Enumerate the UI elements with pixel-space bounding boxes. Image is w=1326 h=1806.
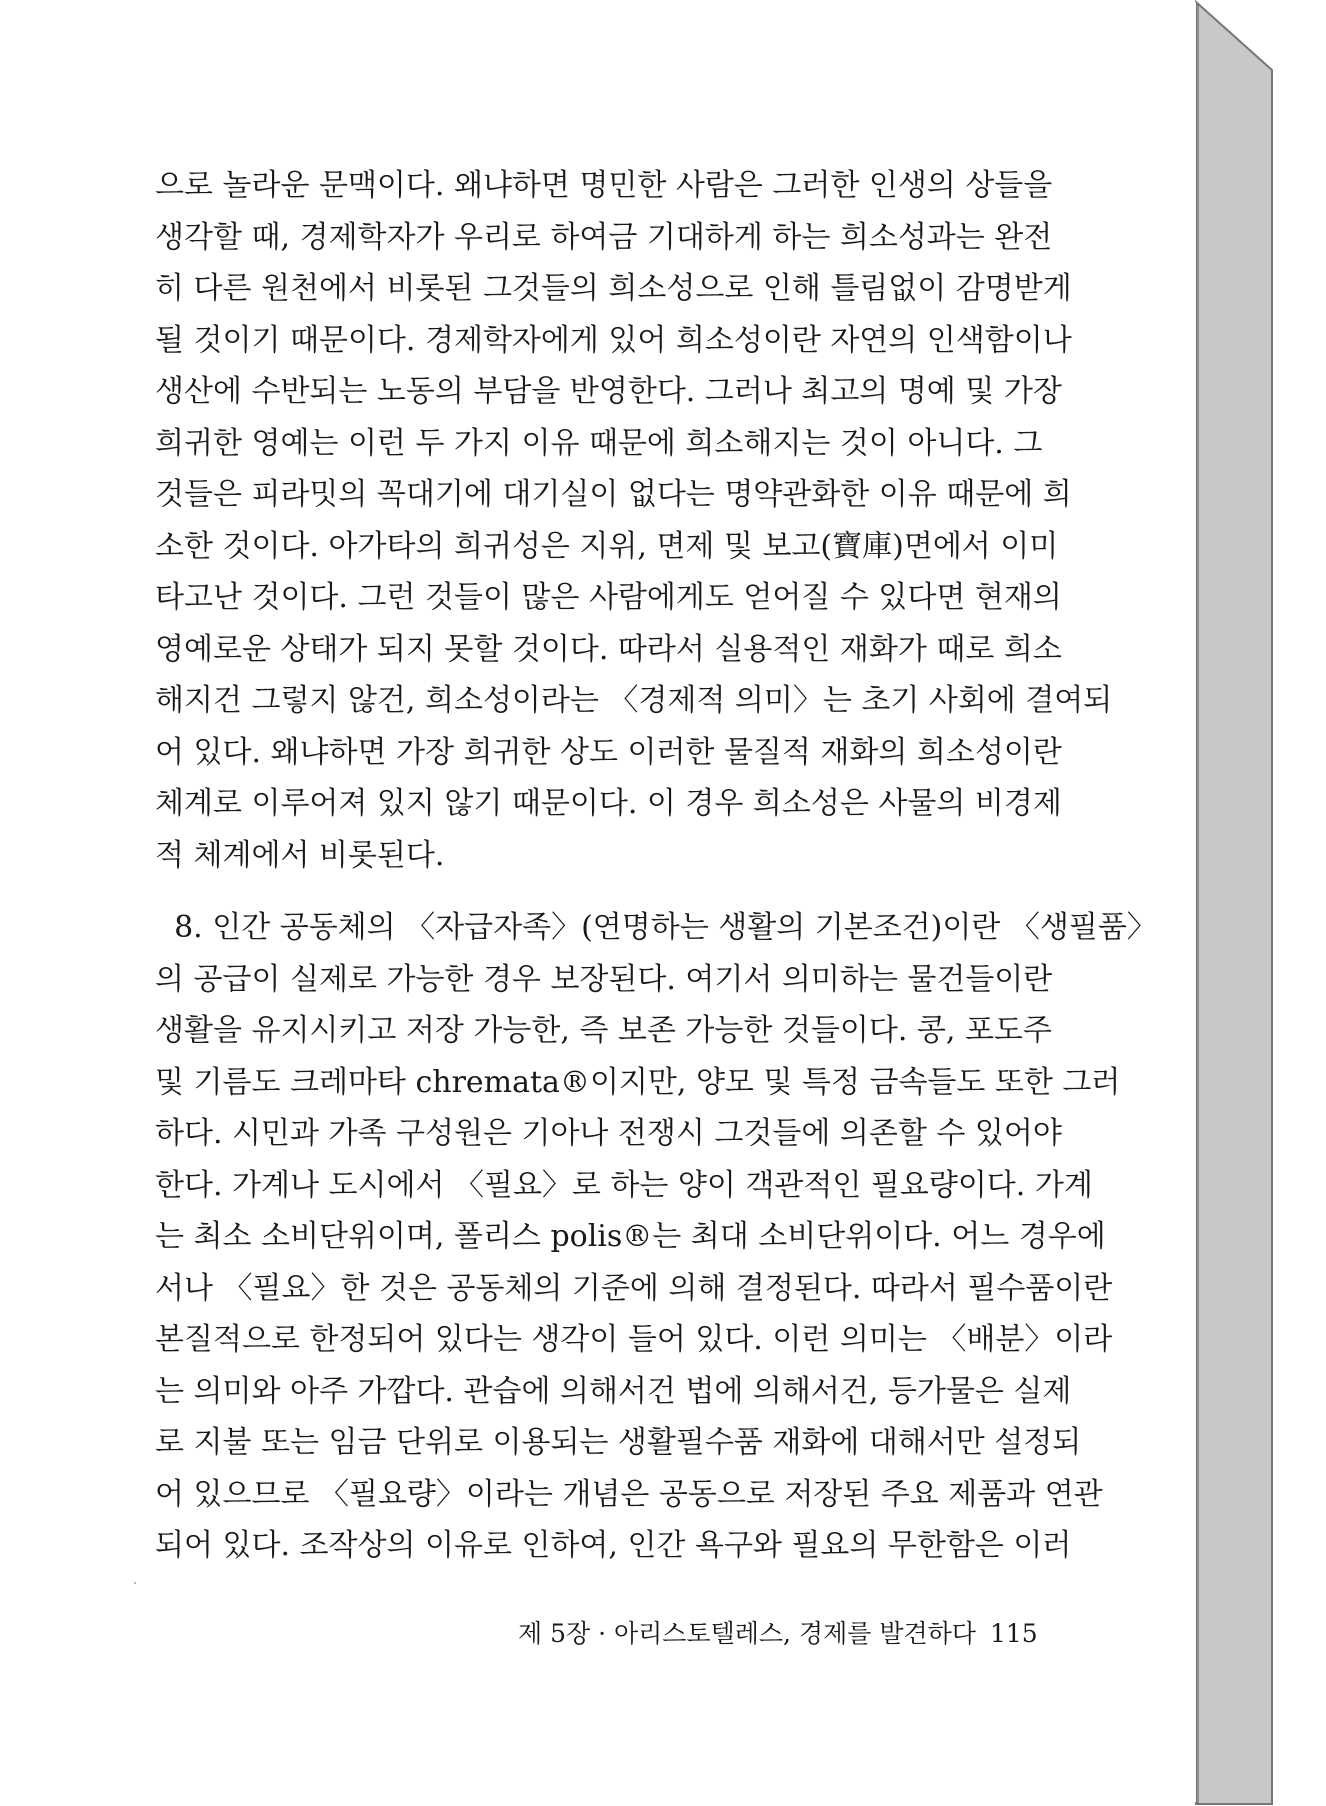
running-head: 제 5장 · 아리스토텔레스, 경제를 발견하다: [518, 1619, 976, 1648]
paragraph-line: 으로 놀라운 문맥이다. 왜냐하면 명민한 사람은 그러한 인생의 상들을: [155, 168, 1053, 203]
paragraph-line: 타고난 것이다. 그런 것들이 많은 사람에게도 얻어질 수 있다면 현재의: [155, 580, 1062, 615]
paragraph-line: 적 체계에서 비롯된다.: [155, 837, 445, 873]
paragraph-line: 본질적으로 한정되어 있다는 생각이 들어 있다. 이런 의미는 〈배분〉이라: [155, 1322, 1113, 1357]
paragraph-line: 생산에 수반되는 노동의 부담을 반영한다. 그러나 최고의 명예 및 가장: [155, 374, 1062, 409]
paragraph-line: 는 최소 소비단위이며, 폴리스 polis®는 최대 소비단위이다. 어느 경우에: [155, 1219, 1106, 1254]
page-number: 115: [989, 1619, 1038, 1648]
paragraph-line: 생각할 때, 경제학자가 우리로 하여금 기대하게 하는 희소성과는 완전: [155, 219, 1053, 255]
paragraph-line: 하다. 시민과 가족 구성원은 기아나 전쟁시 그것들에 의존할 수 있어야: [155, 1116, 1062, 1151]
paragraph-line: 생활을 유지시키고 저장 가능한, 즉 보존 가능한 것들이다. 콩, 포도주: [155, 1013, 1052, 1048]
paragraph-line: 되어 있다. 조작상의 이유로 인하여, 인간 욕구와 필요의 무한함은 이러: [155, 1528, 1072, 1563]
paragraph-2: [155, 902, 1157, 1572]
scan-speck: [134, 1582, 136, 1584]
paragraph-line: 8. 인간 공동체의 〈자급자족〉(연명하는 생활의 기본조건)이란 〈생필품〉: [155, 910, 1157, 945]
paragraph-line: 것들은 피라밋의 꼭대기에 대기실이 없다는 명약관화한 이유 때문에 희: [155, 477, 1072, 512]
paragraph-line: 체계로 이루어져 있지 않기 때문이다. 이 경우 희소성은 사물의 비경제: [155, 786, 1062, 821]
paragraph-line: 소한 것이다. 아가타의 희귀성은 지위, 면제 및 보고(寶庫)면에서 이미: [155, 528, 1059, 564]
page-footer: [518, 1614, 1038, 1650]
paragraph-line: 해지건 그렇지 않건, 희소성이라는 〈경제적 의미〉는 초기 사회에 결여되: [155, 683, 1113, 718]
paragraph-1: [155, 160, 1113, 881]
paragraph-line: 서나 〈필요〉한 것은 공동체의 기준에 의해 결정된다. 따라서 필수품이란: [155, 1270, 1113, 1306]
paragraph-line: 및 기름도 크레마타 chremata®이지만, 양모 및 특정 금속들도 또한 그러: [155, 1064, 1121, 1100]
paragraph-line: 로 지불 또는 임금 단위로 이용되는 생활필수품 재화에 대해서만 설정되: [155, 1425, 1082, 1460]
paragraph-line: 한다. 가계나 도시에서 〈필요〉로 하는 양이 객관적인 필요량이다. 가계: [155, 1167, 1093, 1203]
paragraph-line: 히 다른 원천에서 비롯된 그것들의 희소성으로 인해 틀림없이 감명받게: [155, 271, 1072, 306]
paragraph-line: 의 공급이 실제로 가능한 경우 보장된다. 여기서 의미하는 물건들이란: [155, 961, 1053, 997]
paragraph-line: 는 의미와 아주 가깝다. 관습에 의해서건 법에 의해서건, 등가물은 실제: [155, 1373, 1072, 1409]
paragraph-line: 희귀한 영예는 이런 두 가지 이유 때문에 희소해지는 것이 아니다. 그: [155, 425, 1043, 461]
paragraph-line: 어 있으므로 〈필요량〉이라는 개념은 공동으로 저장된 주요 제품과 연관: [155, 1476, 1103, 1512]
paragraph-line: 될 것이기 때문이다. 경제학자에게 있어 희소성이란 자연의 인색함이나: [155, 322, 1072, 358]
book-page: [2, 2, 1196, 1802]
paragraph-line: 영예로운 상태가 되지 못할 것이다. 따라서 실용적인 재화가 때로 희소: [155, 631, 1062, 667]
paragraph-line: 어 있다. 왜냐하면 가장 희귀한 상도 이러한 물질적 재화의 희소성이란: [155, 734, 1062, 770]
